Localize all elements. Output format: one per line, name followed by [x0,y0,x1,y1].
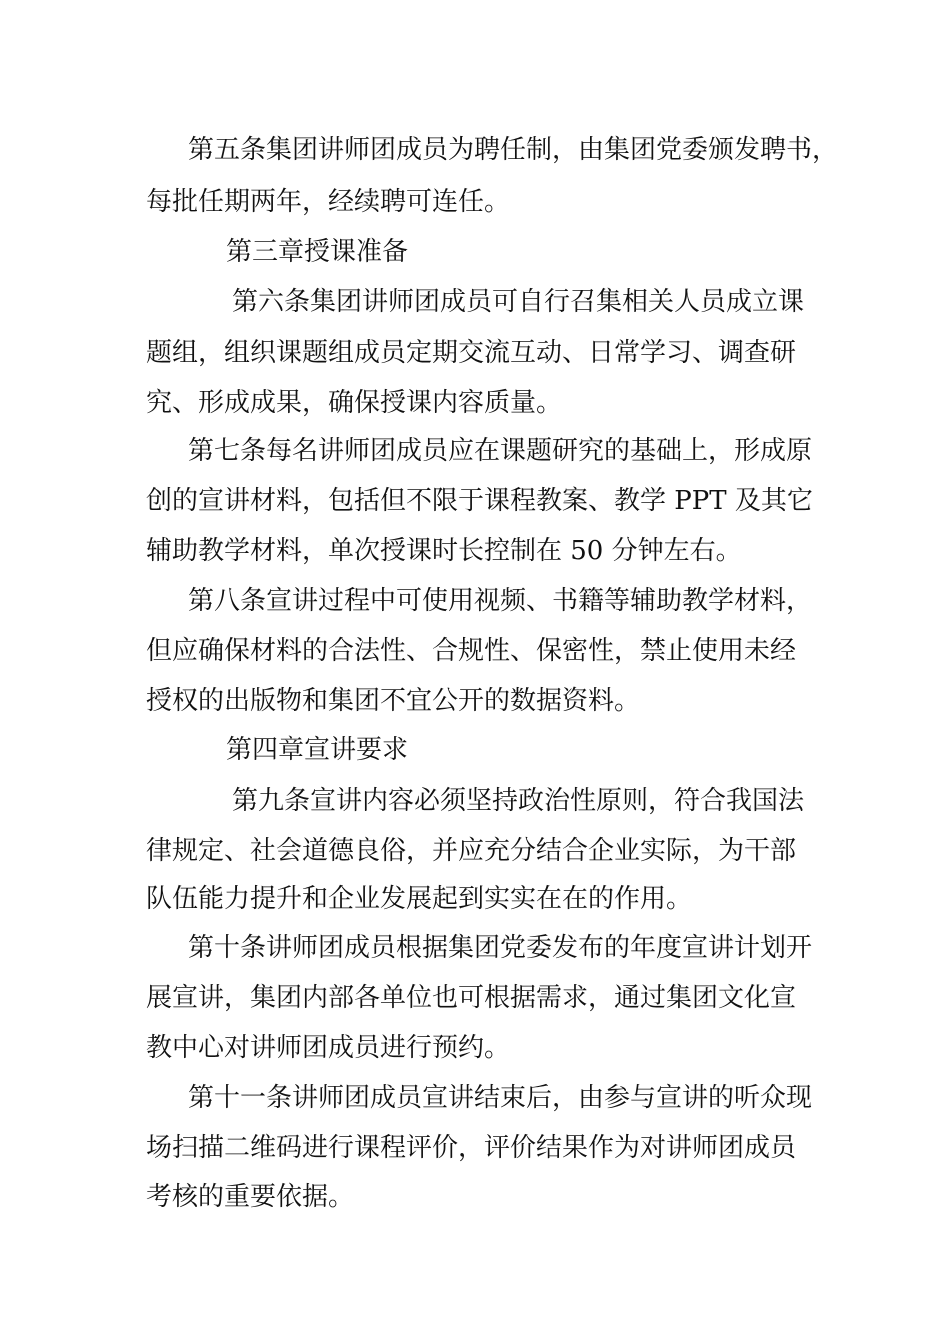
article-11-line-2: 场扫描二维码进行课程评价，评价结果作为对讲师团成员 [146,1133,797,1163]
article-6-line-1: 第六条集团讲师团成员可自行召集相关人员成立课 [232,287,805,317]
article-11-line-1: 第十一条讲师团成员宣讲结束后，由参与宣讲的听众现 [188,1083,813,1113]
article-7-line-1: 第七条每名讲师团成员应在课题研究的基础上，形成原 [188,436,813,466]
article-9-line-3: 队伍能力提升和企业发展起到实实在在的作用。 [146,884,693,914]
article-9-line-2: 律规定、社会道德良俗，并应充分结合企业实际，为干部 [146,836,797,866]
article-5-line-2: 每批任期两年，经续聘可连任。 [146,187,511,217]
article-10-line-2: 展宣讲，集团内部各单位也可根据需求，通过集团文化宣 [146,983,797,1013]
article-11-line-3: 考核的重要依据。 [146,1182,355,1212]
article-8-line-1: 第八条宣讲过程中可使用视频、书籍等辅助教学材料， [188,586,813,616]
article-8-line-2: 但应确保材料的合法性、合规性、保密性，禁止使用未经 [146,636,797,666]
article-6-line-2: 题组，组织课题组成员定期交流互动、日常学习、调查研 [146,338,797,368]
article-9-line-1: 第九条宣讲内容必须坚持政治性原则，符合我国法 [232,786,805,816]
article-7-line-2: 创的宣讲材料，包括但不限于课程教案、教学 PPT 及其它 [146,486,813,516]
article-6-line-3: 究、形成成果，确保授课内容质量。 [146,388,563,418]
chapter-4-heading: 第四章宣讲要求 [226,735,409,765]
chapter-3-heading: 第三章授课准备 [226,237,409,267]
article-5-line-1: 第五条集团讲师团成员为聘任制，由集团党委颁发聘书， [188,135,839,165]
article-10-line-1: 第十条讲师团成员根据集团党委发布的年度宣讲计划开 [188,933,813,963]
article-10-line-3: 教中心对讲师团成员进行预约。 [146,1033,511,1063]
article-7-line-3: 辅助教学材料，单次授课时长控制在 50 分钟左右。 [146,536,742,566]
article-8-line-3: 授权的出版物和集团不宜公开的数据资料。 [146,686,641,716]
